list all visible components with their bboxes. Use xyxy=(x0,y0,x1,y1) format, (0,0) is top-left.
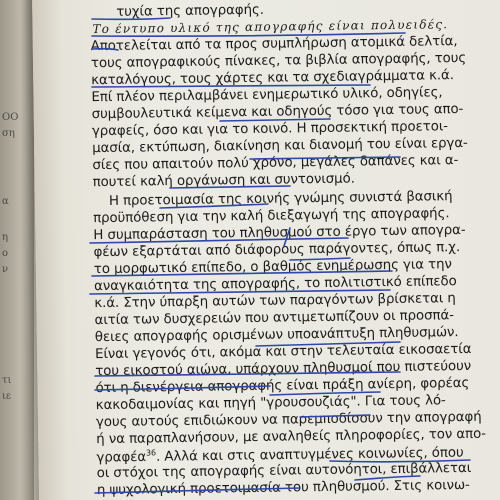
text-line-content: Η συμπαράσταση του πληθυσμού στο έργο των απογρα- xyxy=(93,222,466,244)
margin-fragment: ο xyxy=(2,248,9,259)
text-line xyxy=(92,153,458,173)
margin-fragment: ση xyxy=(2,128,15,139)
text-line-content: γραφέα xyxy=(96,449,147,466)
text-line-content: οι στόχοι της απογραφής είναι αυτονόητοι, επιβάλλεται xyxy=(96,460,472,482)
text-line-content: το μορφωτικό επίπεδο, ο βαθμός ενημέρωσης για την xyxy=(93,257,452,278)
text-line xyxy=(97,478,470,498)
text-line-content: . Αλλά και στις αναπτυγμένες κοινωνίες, όπου xyxy=(155,445,464,465)
text-line-content: συμβουλευτικά κείμενα και οδηγούς τόσο για τους απο- xyxy=(91,101,464,123)
text-line-content: ή να παραπλανήσουν, με αναληθείς πληροφορίες, τον απο- xyxy=(96,426,486,448)
text-line-content: γραφείς, όσο και για το κοινό. Η προσεκτική προετοι- xyxy=(91,119,449,140)
text-line-content: η ψυχολογική προετοιμασία του πληθυσμού. Στις κοινω- xyxy=(96,477,470,499)
text-line-content: προϋπόθεση για την καλή διεξαγωγή της απογραφής. xyxy=(93,206,450,227)
margin-fragment: η xyxy=(2,232,8,243)
text-line xyxy=(93,172,355,191)
left-facing-page xyxy=(0,0,34,500)
margin-fragment: α xyxy=(2,196,9,207)
footnote-marker: 36 xyxy=(145,448,157,458)
text-line-content: Είναι γεγονός ότι, ακόμα και στην τελευταία εικοσαετία xyxy=(94,341,472,363)
text-line-content: καταλόγους, τους χάρτες και τα σχεδιαγράμματα κ.ά. xyxy=(91,68,455,89)
text-line-content: μασία, εκτύπωση, διακίνηση και διανομή του είναι εργα- xyxy=(92,135,468,157)
text-line-content: φέων εξαρτάται από διάφορους παράγοντες, όπως π.χ. xyxy=(93,240,461,261)
section-heading: Το έντυπο υλικό της απογραφής είναι πολυειδές. xyxy=(92,17,449,37)
margin-fragment: ΟΟ xyxy=(2,112,19,123)
text-line-content: τυχία της απογραφής. xyxy=(116,2,264,20)
text-line-content: Επί πλέον περιλαμβάνει ενημερωτικό υλικό, οδηγίες, xyxy=(91,85,443,106)
text-line-content: θειες απογραφής ορισμένων υποανάπτυξη πληθυσμών. xyxy=(94,325,459,346)
text-line-content: του εικοστού αιώνα, υπάρχουν πληθυσμοί που πιστεύουν xyxy=(95,358,472,380)
book-page xyxy=(32,0,500,500)
text-line-content: Η προετοιμασία της κοινής γνώμης συνιστά βασική xyxy=(108,189,453,209)
text-line-content: γους αυτούς επιδιώκουν να παρεμποδίσουν την απογραφή xyxy=(95,409,482,431)
text-line-content: πουτεί καλή οργάνωση και συντονισμό. xyxy=(92,171,355,191)
text-line-content: κ.ά. Στην ύπαρξη αυτών των παραγόντων βρίσκεται η xyxy=(94,291,456,312)
margin-fragment: ν xyxy=(2,264,9,275)
text-line xyxy=(116,3,264,20)
text-line-content: αναγκαιότητα της απογραφής, το πολιτιστικό επίπεδο xyxy=(93,274,457,295)
margin-fragment: τι xyxy=(2,375,12,386)
text-line-content: σίες που απαιτούν πολύ χρόνο, μεγάλες δαπάνες και α- xyxy=(92,153,459,174)
text-line-content: ότι η διενέργεια απογραφής είναι πράξη ανίερη, φορέας xyxy=(95,375,470,397)
text-line-content: αιτία των δυσχερειών που αντιμετωπίζουν οι προσπά- xyxy=(94,308,454,329)
margin-fragment: ιε xyxy=(2,391,12,402)
text-line-content: κακοδαιμονίας και πηγή "γρουσουζιάς". Για τους λό- xyxy=(95,393,446,414)
text-line-content: τους απογραφικούς πίνακες, τα βιβλία απογραφής, τους xyxy=(90,50,467,72)
text-line-content: Αποτελείται από τα προς συμπλήρωση ατομικά δελτία, xyxy=(90,34,458,55)
